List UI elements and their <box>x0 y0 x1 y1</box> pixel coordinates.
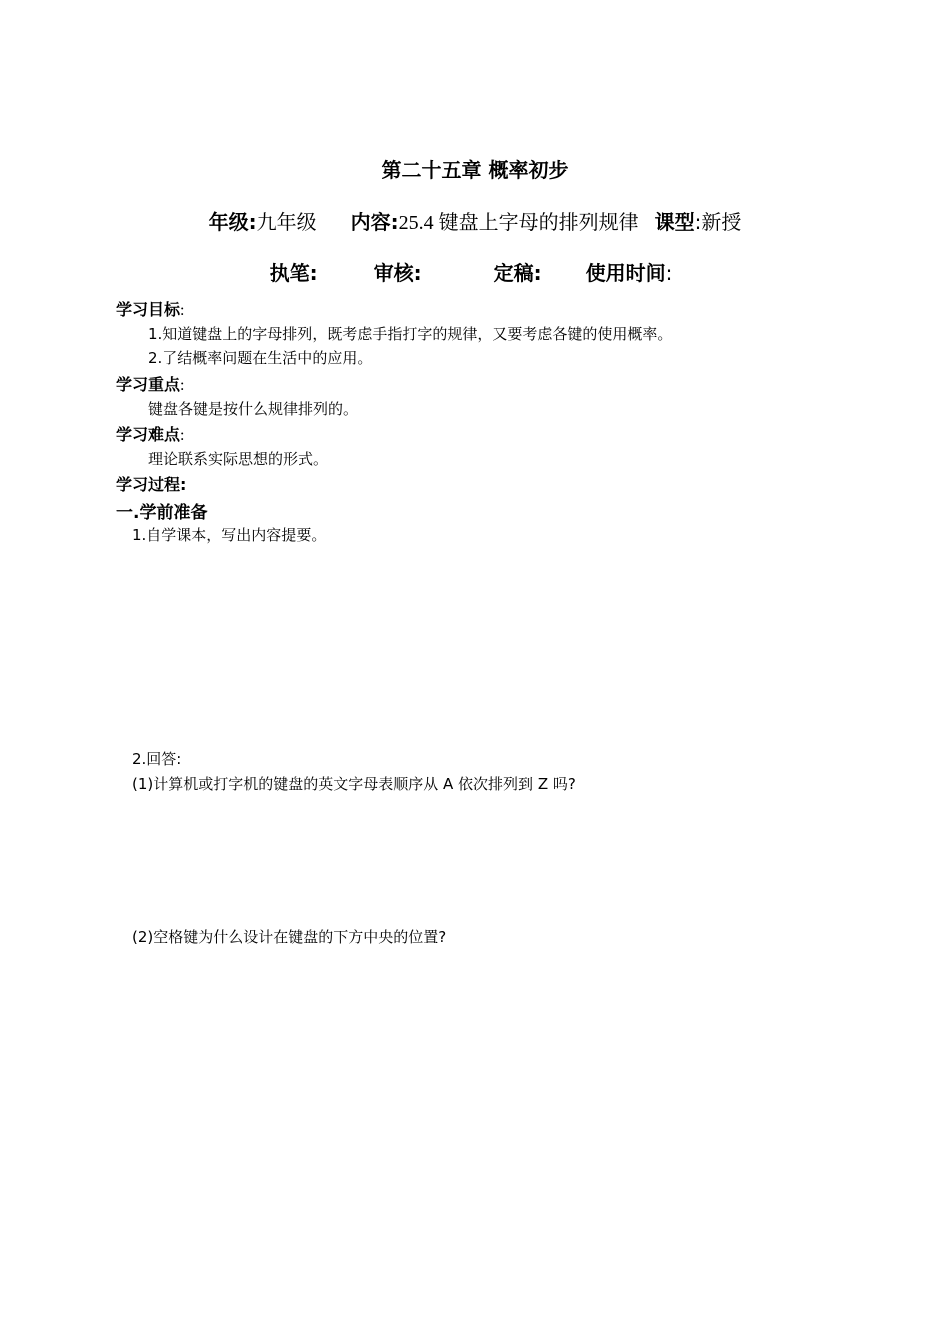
objective-item-2: 2.了结概率问题在生活中的应用。 <box>148 349 373 367</box>
process-heading: 学习过程: <box>116 475 187 494</box>
grade-label: 年级: <box>208 210 257 234</box>
difficulties-heading <box>116 422 184 445</box>
chapter-title: 第二十五章 概率初步 <box>381 158 569 182</box>
time-label: 使用时间 <box>585 261 666 285</box>
review-label: 审核: <box>373 261 422 285</box>
question-2-2: (2)空格键为什么设计在键盘的下方中央的位置? <box>132 928 447 946</box>
type-value: :新授 <box>694 210 742 234</box>
content-label: 内容: <box>350 210 399 234</box>
key-points-colon: : <box>180 377 185 394</box>
objectives-heading <box>116 297 184 320</box>
content-value: 25.4 键盘上字母的排列规律 <box>398 212 639 234</box>
key-points-heading <box>116 372 184 395</box>
objective-item-1: 1.知道键盘上的字母排列，既考虑手指打字的规律，又要考虑各键的使用概率。 <box>148 325 673 343</box>
question-2: 2.回答: <box>132 750 182 768</box>
signoff-row <box>0 257 950 286</box>
difficulties-heading-text: 学习难点 <box>116 425 181 444</box>
key-points-heading-text: 学习重点 <box>116 375 181 394</box>
final-label: 定稿: <box>493 261 542 285</box>
difficulties-text: 理论联系实际思想的形式。 <box>148 450 329 468</box>
difficulties-colon: : <box>180 427 185 444</box>
author-label: 执笔: <box>269 261 318 285</box>
key-points-text: 键盘各键是按什么规律排列的。 <box>148 400 359 418</box>
objectives-colon: : <box>180 302 185 319</box>
time-colon: : <box>665 261 673 285</box>
question-2-1: (1)计算机或打字机的键盘的英文字母表顺序从 A 依次排列到 Z 吗? <box>132 775 576 793</box>
part1-heading: 一.学前准备 <box>116 503 208 523</box>
type-label: 课型 <box>654 210 695 234</box>
question-1: 1.自学课本，写出内容提要。 <box>132 526 327 544</box>
objectives-heading-text: 学习目标 <box>116 300 181 319</box>
grade-value: 九年级 <box>256 210 317 234</box>
lesson-info-row <box>0 206 950 235</box>
